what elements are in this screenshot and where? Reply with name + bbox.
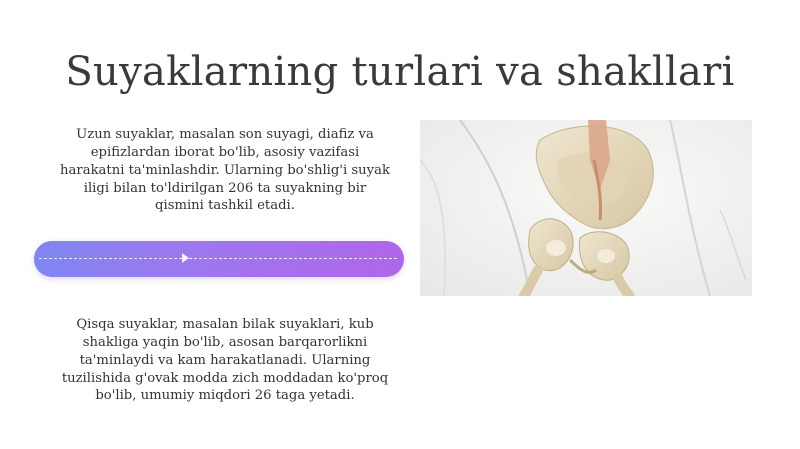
short-bones-paragraph: Qisqa suyaklar, masalan bilak suyaklari, kub shakliga yaqin bo'lib, asosan barqarorlikni ta'minlaydi va kam harakatlanadi. Ularning tuzilishida g'ovak modda zich moddadan ko'proq bo'lib, umumiy miqdori 26 taga yetadi.	[61, 317, 389, 404]
pelvis-image	[420, 120, 752, 296]
pelvis-illustration	[420, 120, 752, 296]
arrow-dashed-line	[39, 258, 397, 259]
long-bones-paragraph: Uzun suyaklar, masalan son suyagi, diafiz va epifizlardan iborat bo'lib, asosiy vazifasi harakatni ta'minlashdir. Ularning bo'shlig'i suyak iligi bilan to'ldirilgan 206 ta suyakning bir qismini tashkil etadi.	[60, 127, 390, 214]
timeline-arrow-bar	[34, 241, 404, 277]
slide-title: Suyaklarning turlari va shakllari	[65, 48, 735, 95]
arrow-head-icon	[182, 253, 189, 263]
